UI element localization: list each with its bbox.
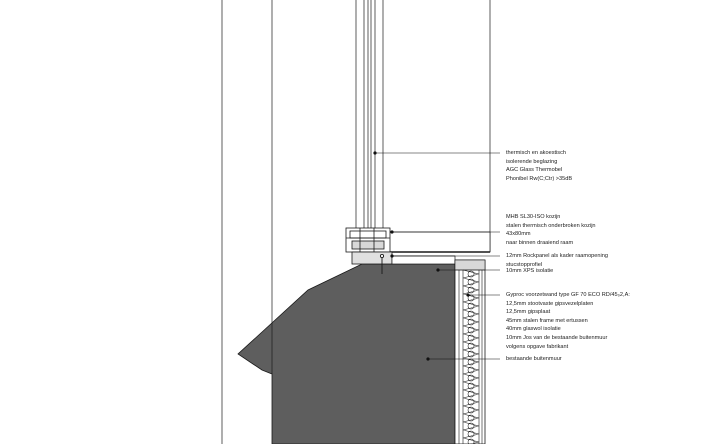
annotation-line: volgens opgave fabrikant xyxy=(506,343,569,350)
annotation-wall xyxy=(506,355,562,364)
existing-wall xyxy=(238,264,455,444)
annotation-line: thermisch en akoestisch xyxy=(506,150,567,156)
annotation-line: 12,5mm gipsplaat xyxy=(506,309,551,316)
annotation-frame xyxy=(506,213,596,247)
interior-sill xyxy=(383,232,490,252)
steel-frame-profile xyxy=(346,228,390,252)
annotation-line: stucstopprofiel xyxy=(506,261,543,268)
annotation-line: stalen thermisch onderbroken kozijn xyxy=(506,222,596,229)
annotation-gyproc xyxy=(506,291,630,351)
annotation-line: naar binnen draaiend raam xyxy=(506,239,574,246)
annotation-line: bestaande buitenmuur xyxy=(506,356,562,362)
annotation-line: AGC Glass Thermobel xyxy=(506,167,563,174)
glazing-unit xyxy=(356,0,490,252)
annotation-line: 40mm glaswol isolatie xyxy=(506,326,561,333)
xps-insulation xyxy=(392,256,455,264)
upper-wall-lines xyxy=(222,0,272,444)
annotation-line: Phonibel Rᴡ(C;Ctr) >35dB xyxy=(506,175,573,182)
annotation-line: 43x80mm xyxy=(506,231,531,238)
gyproc-prewall xyxy=(455,260,485,444)
annotation-glazing xyxy=(506,149,572,183)
annotation-line: Gyproc voorzetwand type GF 70 ECO RD/45₀2,A: xyxy=(506,292,630,298)
annotation-line: 45mm stalen frame met ertussen xyxy=(506,317,588,324)
annotation-line: 12mm Rockpanel als kader raamopening xyxy=(506,253,608,259)
annotation-line: 10mm Jos van de bestaande buitenmuur xyxy=(506,334,608,341)
annotation-line: 12,5mm stootvaste gipsvezelplaten xyxy=(506,300,594,307)
annotation-xps xyxy=(506,267,553,276)
annotation-line: isolerende beglazing xyxy=(506,158,558,165)
annotation-line: 10mm XPS isolatie xyxy=(506,268,554,274)
annotation-line: MHB SL30-ISO kozijn xyxy=(506,214,561,220)
